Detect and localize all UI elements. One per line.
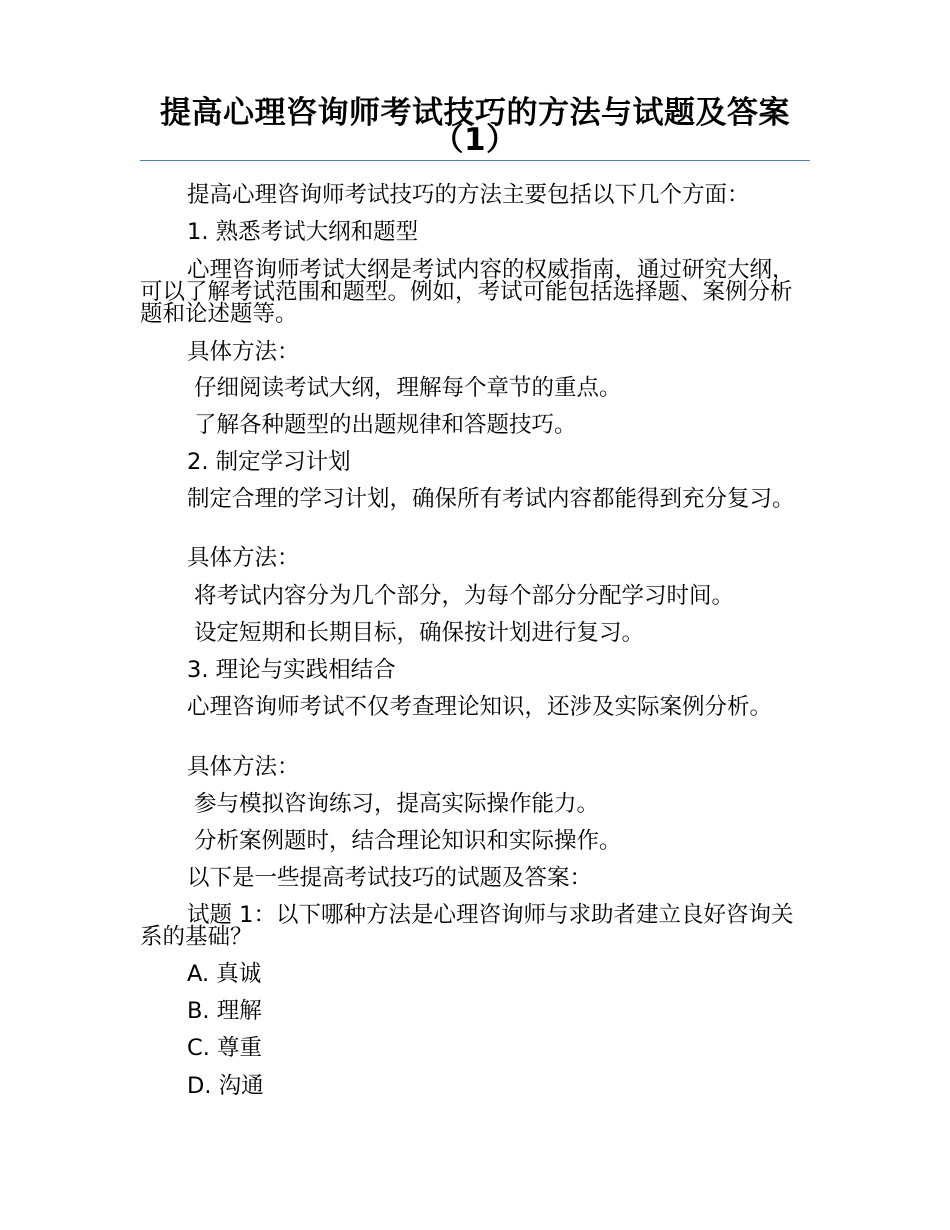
section-body: 制定合理的学习计划，确保所有考试内容都能得到充分复习。 [187, 486, 795, 512]
answer-option: C. 尊重 [187, 1035, 263, 1061]
answer-option: D. 沟通 [187, 1073, 264, 1099]
section-heading: 1. 熟悉考试大纲和题型 [187, 219, 419, 245]
questions-intro: 以下是一些提高考试技巧的试题及答案： [187, 865, 593, 891]
methods-label: 具体方法： [187, 754, 300, 780]
method-item: 分析案例题时，结合理论知识和实际操作。 [194, 828, 622, 854]
section-body: 心理咨询师考试不仅考查理论知识，还涉及实际案例分析。 [187, 694, 773, 720]
section-heading: 3. 理论与实践相结合 [187, 657, 396, 683]
section-heading: 2. 制定学习计划 [187, 449, 351, 475]
methods-label: 具体方法： [187, 545, 300, 571]
question-text: 试题 1：以下哪种方法是心理咨询师与求助者建立良好咨询关系的基础？ [140, 902, 794, 950]
method-item: 设定短期和长期目标，确保按计划进行复习。 [194, 620, 645, 646]
answer-option: B. 理解 [187, 998, 262, 1024]
methods-label: 具体方法： [187, 339, 300, 365]
intro-text: 提高心理咨询师考试技巧的方法主要包括以下几个方面： [187, 182, 750, 208]
method-item: 参与模拟咨询练习，提高实际操作能力。 [194, 791, 600, 817]
method-item: 了解各种题型的出题规律和答题技巧。 [194, 412, 577, 438]
method-item: 仔细阅读考试大纲，理解每个章节的重点。 [194, 375, 622, 401]
document-title: 提高心理咨询师考试技巧的方法与试题及答案（1） [160, 95, 790, 158]
answer-option: A. 真诚 [187, 961, 262, 987]
method-item: 将考试内容分为几个部分，为每个部分分配学习时间。 [194, 583, 735, 609]
section-body: 心理咨询师考试大纲是考试内容的权威指南，通过研究大纲，可以了解考试范围和题型。例如，考试可能包括选择题、案例分析题和论述题等。 [140, 257, 795, 327]
title-underline [140, 160, 810, 161]
